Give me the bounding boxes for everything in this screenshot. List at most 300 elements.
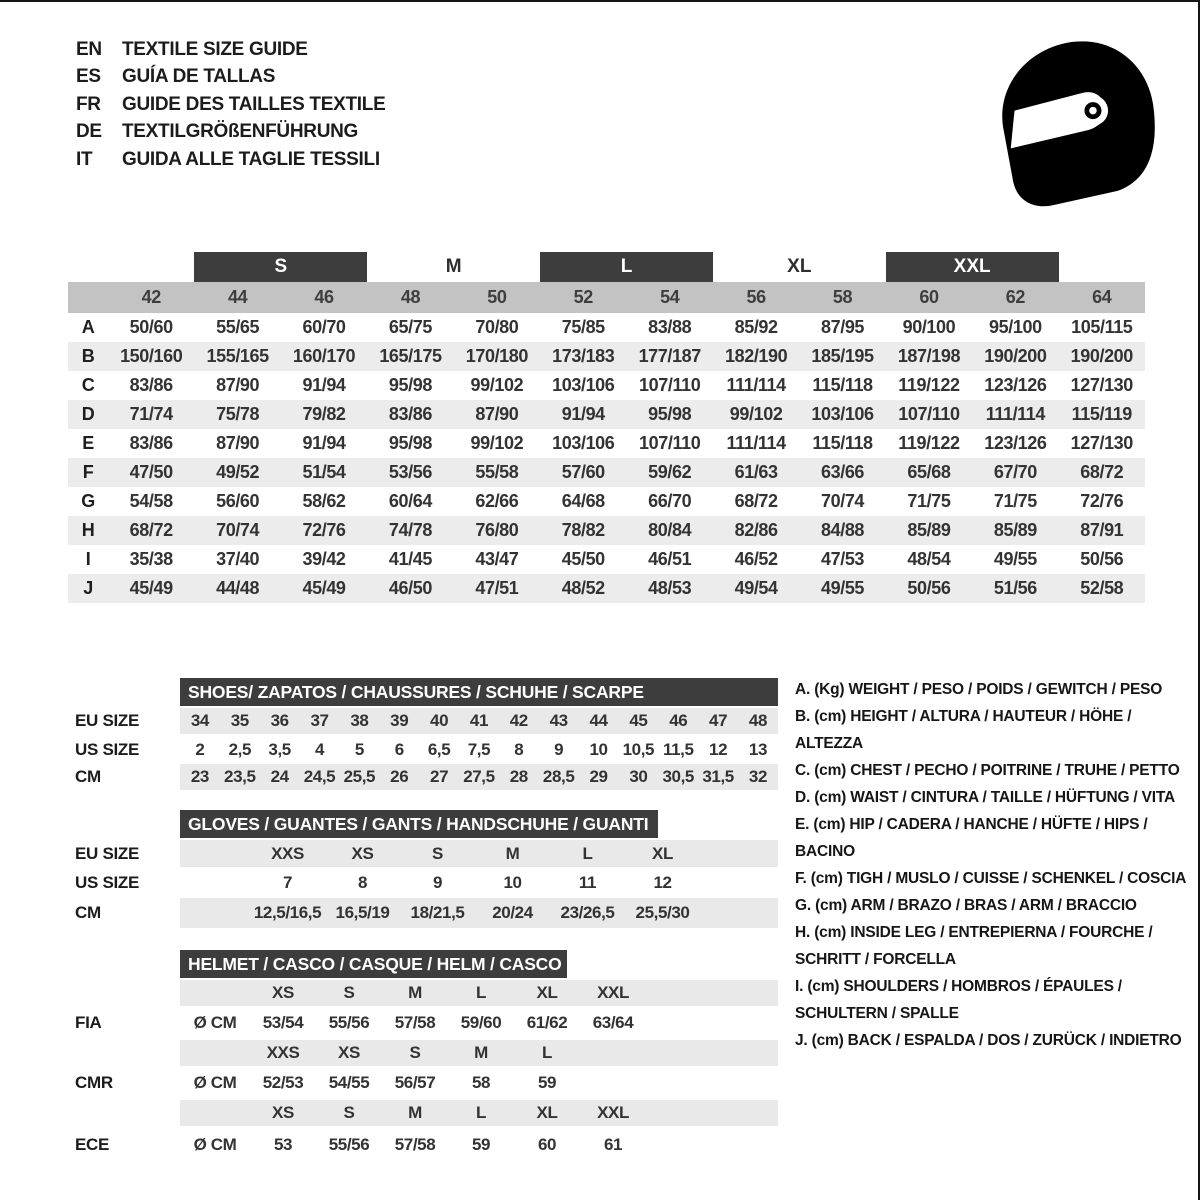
size-value-cell: 170/180 (465, 346, 528, 366)
size-value-cell: 99/102 (729, 404, 783, 424)
size-band-xl: XL (787, 256, 812, 277)
helmet-size-cell: XS (338, 1043, 360, 1062)
gloves-size-cell: 10 (503, 873, 522, 892)
language-row (76, 119, 385, 147)
size-value-cell: 91/94 (302, 433, 346, 453)
helmet-value-cell: 60 (537, 1135, 557, 1154)
legend-item: I. (cm) SHOULDERS / HOMBROS / ÉPAULES / SCHULTERN / SPALLE (795, 978, 1122, 1022)
size-value-cell: 84/88 (821, 520, 865, 540)
helmet-size-cell: S (343, 983, 355, 1002)
size-value-cell: 83/86 (129, 433, 173, 453)
shoes-row (180, 735, 778, 764)
gloves-size-cell: 12 (653, 873, 672, 892)
helmet-size-cell: M (408, 1103, 422, 1122)
gloves-row (180, 868, 778, 898)
shoes-size-cell: 40 (430, 711, 449, 730)
size-value-cell: 47/51 (475, 578, 519, 598)
shoes-size-cell: 7,5 (467, 739, 491, 759)
helmet-size-cell: M (408, 983, 422, 1002)
row-letter: F (82, 462, 94, 482)
size-value-cell: 37/40 (216, 549, 260, 569)
size-value-cell: 55/65 (216, 317, 260, 337)
size-value-cell: 160/170 (292, 346, 356, 366)
size-value-cell: 46/50 (388, 578, 432, 598)
size-value-cell: 190/200 (984, 346, 1047, 366)
shoes-size-cell: 12 (709, 739, 728, 759)
size-value-cell: 54/58 (129, 491, 173, 511)
size-value-cell: 68/72 (129, 520, 173, 540)
shoes-row-label: US SIZE (75, 739, 140, 759)
helmet-value-cell: 59/60 (460, 1013, 502, 1032)
size-value-cell: 155/165 (206, 346, 269, 366)
shoes-size-cell: 4 (314, 739, 325, 759)
language-title: TEXTILGRÖßENFÜHRUNG (122, 121, 359, 143)
shoes-size-cell: 27,5 (463, 767, 495, 786)
size-value-cell: 74/78 (388, 520, 432, 540)
diameter-unit-cell: Ø CM (193, 1135, 237, 1154)
top-border-line (0, 0, 1200, 2)
shoes-size-cell: 39 (390, 711, 409, 730)
shoes-size-cell: 10 (589, 739, 608, 759)
measurement-legend (795, 676, 1195, 1054)
shoes-size-cell: 24 (270, 767, 289, 786)
size-value-cell: 111/114 (726, 375, 786, 395)
size-value-cell: 50/56 (1080, 549, 1124, 569)
shoes-size-cell: 9 (554, 739, 564, 759)
size-value-cell: 150/160 (120, 346, 183, 366)
size-value-cell: 99/102 (470, 433, 524, 453)
helmet-value-cell: 59 (537, 1073, 557, 1092)
size-column-header: 44 (228, 287, 248, 307)
gloves-row (180, 840, 778, 867)
size-value-cell: 67/70 (993, 462, 1037, 482)
measurement-row (68, 313, 1145, 342)
helmet-section-header: HELMET / CASCO / CASQUE / HELM / CASCO (180, 950, 567, 978)
legend-item: J. (cm) BACK / ESPALDA / DOS / ZURÜCK / INDIETRO (795, 1032, 1182, 1049)
helmet-value-cell: 63/64 (592, 1013, 634, 1032)
gloves-size-cell: 12,5/16,5 (253, 903, 322, 922)
legend-item: E. (cm) HIP / CADERA / HANCHE / HÜFTE / HIPS / BACINO (795, 816, 1148, 860)
size-value-cell: 78/82 (561, 520, 605, 540)
legend-item: H. (cm) INSIDE LEG / ENTREPIERNA / FOURCHE / SCHRITT / FORCELLA (795, 924, 1153, 968)
size-value-cell: 107/110 (639, 433, 701, 453)
size-value-cell: 50/60 (129, 317, 173, 337)
gloves-size-cell: XS (351, 843, 374, 863)
textile-size-table (68, 252, 1145, 603)
shoes-size-cell: 42 (509, 711, 528, 730)
size-value-cell: 83/86 (388, 404, 432, 424)
size-band-xxl: XXL (886, 252, 1059, 282)
gloves-size-cell: XXS (271, 843, 304, 863)
shoes-size-cell: 34 (190, 711, 209, 730)
size-value-cell: 83/88 (648, 317, 692, 337)
size-value-cell: 82/86 (734, 520, 778, 540)
size-value-cell: 173/183 (552, 346, 615, 366)
helmet-value-cell: 58 (471, 1073, 491, 1092)
gloves-size-cell: XL (652, 843, 673, 863)
shoes-size-cell: 11,5 (662, 739, 694, 759)
language-row (76, 91, 385, 119)
size-value-cell: 111/114 (726, 433, 786, 453)
size-value-cell: 56/60 (216, 491, 260, 511)
shoes-size-cell: 8 (514, 739, 524, 759)
helmet-value-cell: 55/56 (328, 1135, 370, 1154)
size-column-header: 46 (314, 287, 334, 307)
size-value-cell: 107/110 (898, 404, 960, 424)
shoes-size-cell: 10,5 (622, 739, 655, 759)
gloves-size-cell: 9 (432, 873, 443, 892)
language-row (76, 36, 385, 64)
size-value-cell: 60/70 (302, 317, 346, 337)
size-number-header-row (68, 282, 1145, 313)
size-column-header: 58 (832, 287, 853, 307)
shoes-size-cell: 29 (589, 767, 608, 786)
size-band-l: L (540, 252, 713, 282)
helmet-value-cell: 61 (603, 1135, 623, 1154)
size-value-cell: 45/49 (302, 578, 346, 598)
size-column-header: 56 (746, 287, 766, 307)
size-value-cell: 165/175 (379, 346, 442, 366)
helmet-value-cell: 55/56 (328, 1013, 370, 1032)
size-value-cell: 45/50 (561, 549, 605, 569)
size-column-header: 60 (919, 287, 939, 307)
gloves-size-cell: 8 (357, 873, 368, 892)
shoes-size-cell: 41 (469, 711, 488, 730)
language-title: GUIDA ALLE TAGLIE TESSILI (122, 148, 380, 170)
row-letter: E (82, 433, 94, 453)
row-letter: D (81, 404, 95, 424)
measurement-row (68, 545, 1145, 574)
row-letter: A (81, 317, 95, 337)
size-value-cell: 49/52 (216, 462, 260, 482)
size-value-cell: 87/90 (216, 375, 260, 395)
gloves-size-cell: 7 (282, 873, 293, 892)
shoes-size-cell: 32 (748, 767, 768, 786)
shoes-size-cell: 26 (390, 767, 409, 786)
shoes-size-cell: 3,5 (268, 739, 291, 759)
measurement-rows (68, 313, 1145, 603)
size-value-cell: 65/68 (907, 462, 951, 482)
size-value-cell: 127/130 (1070, 433, 1133, 453)
size-value-cell: 55/58 (475, 462, 519, 482)
size-column-header: 48 (400, 287, 421, 307)
shoes-row-label: CM (75, 767, 101, 786)
size-column-header: 54 (660, 287, 680, 307)
helmet-size-cell: S (343, 1103, 355, 1122)
gloves-row (180, 898, 778, 928)
size-value-cell: 76/80 (475, 520, 519, 540)
legend-item: G. (cm) ARM / BRAZO / BRAS / ARM / BRACCIO (795, 897, 1137, 914)
size-value-cell: 61/63 (734, 462, 778, 482)
size-value-cell: 72/76 (302, 520, 346, 540)
helmet-value-cell: 54/55 (328, 1073, 370, 1092)
size-value-cell: 127/130 (1070, 375, 1133, 395)
shoes-size-cell: 31,5 (702, 767, 734, 786)
helmet-value-cell: 53/54 (262, 1013, 304, 1032)
size-value-cell: 51/54 (302, 462, 346, 482)
helmet-size-cell: L (542, 1043, 552, 1062)
size-value-cell: 103/106 (552, 375, 615, 395)
gloves-size-cell: 11 (578, 873, 597, 892)
shoes-section-header: SHOES/ ZAPATOS / CHAUSSURES / SCHUHE / SCARPE (180, 678, 778, 706)
shoes-size-cell: 24,5 (303, 767, 336, 786)
size-value-cell: 71/74 (129, 404, 173, 424)
row-letter: G (81, 491, 95, 511)
size-value-cell: 79/82 (302, 404, 346, 424)
size-band-m: M (445, 256, 462, 277)
shoes-size-cell: 28 (509, 767, 528, 786)
gloves-row-label: US SIZE (75, 873, 140, 892)
helmet-value-cell: 59 (471, 1135, 491, 1154)
measurement-row (68, 400, 1145, 429)
helmet-size-cell: XXL (597, 1103, 629, 1122)
size-column-header: 64 (1092, 287, 1112, 307)
size-value-cell: 115/118 (812, 433, 873, 453)
size-value-cell: 105/115 (1071, 317, 1133, 337)
size-value-cell: 60/64 (388, 491, 432, 511)
helmet-value-cell: 52/53 (262, 1073, 304, 1092)
shoes-size-cell: 45 (629, 711, 648, 730)
size-value-cell: 49/55 (993, 549, 1037, 569)
shoes-size-cell: 47 (709, 711, 728, 730)
helmet-sizes-row (180, 980, 778, 1006)
gloves-row-label: EU SIZE (75, 843, 140, 863)
gloves-row-label: CM (75, 903, 101, 922)
helmet-size-cell: XL (536, 1103, 558, 1122)
size-value-cell: 185/195 (811, 346, 874, 366)
gloves-size-cell: 25,5/30 (635, 903, 690, 922)
helmet-size-cell: S (409, 1043, 421, 1062)
helmet-value-cell: 61/62 (526, 1013, 568, 1032)
row-letter: B (81, 346, 95, 366)
measurement-row (68, 429, 1145, 458)
size-value-cell: 58/62 (302, 491, 346, 511)
size-column-header: 52 (573, 287, 593, 307)
shoes-size-cell: 27 (430, 767, 449, 786)
size-value-cell: 83/86 (129, 375, 173, 395)
helmet-values-row (180, 1008, 778, 1038)
size-value-cell: 72/76 (1080, 491, 1124, 511)
helmet-size-cell: XXS (266, 1043, 300, 1062)
size-value-cell: 47/53 (821, 549, 865, 569)
shoes-size-cell: 2,5 (228, 739, 251, 759)
helmet-value-cell: 53 (273, 1135, 293, 1154)
measurement-row (68, 342, 1145, 371)
legend-item: C. (cm) CHEST / PECHO / POITRINE / TRUHE / PETTO (795, 762, 1180, 779)
size-value-cell: 48/54 (907, 549, 951, 569)
helmet-size-cell: XS (272, 983, 294, 1002)
shoes-size-cell: 28,5 (542, 767, 575, 786)
size-value-cell: 70/74 (821, 491, 865, 511)
helmet-standard-label: ECE (75, 1135, 110, 1154)
size-value-cell: 41/45 (388, 549, 432, 569)
size-value-cell: 99/102 (470, 375, 524, 395)
size-value-cell: 75/78 (216, 404, 260, 424)
shoes-size-cell: 37 (310, 711, 329, 730)
diameter-unit-cell: Ø CM (193, 1073, 237, 1092)
shoes-size-cell: 36 (270, 711, 289, 730)
language-row (76, 64, 385, 92)
size-value-cell: 103/106 (811, 404, 874, 424)
size-value-cell: 52/58 (1080, 578, 1124, 598)
language-title: GUÍA DE TALLAS (122, 66, 276, 88)
gloves-size-cell: 23/26,5 (560, 903, 615, 922)
size-value-cell: 115/119 (1071, 404, 1132, 424)
shoes-size-cell: 35 (230, 711, 249, 730)
shoes-size-cell: 43 (549, 711, 568, 730)
size-value-cell: 95/100 (989, 317, 1042, 337)
row-letter: C (81, 375, 95, 395)
size-value-cell: 50/56 (907, 578, 951, 598)
size-value-cell: 39/42 (302, 549, 346, 569)
shoes-size-cell: 25,5 (343, 767, 376, 786)
size-value-cell: 53/56 (388, 462, 432, 482)
size-column-header: 62 (1005, 287, 1025, 307)
size-value-cell: 177/187 (638, 346, 701, 366)
size-value-cell: 64/68 (561, 491, 605, 511)
size-value-cell: 91/94 (302, 375, 346, 395)
size-value-cell: 68/72 (1080, 462, 1124, 482)
helmet-values-row (180, 1130, 778, 1160)
shoes-size-cell: 46 (669, 711, 688, 730)
size-value-cell: 87/90 (216, 433, 260, 453)
shoes-size-cell: 38 (350, 711, 369, 730)
size-value-cell: 190/200 (1070, 346, 1133, 366)
shoes-size-cell: 48 (748, 711, 768, 730)
helmet-value-cell: 57/58 (394, 1135, 436, 1154)
helmet-size-cell: XL (536, 983, 558, 1002)
shoes-size-cell: 23,5 (224, 767, 256, 786)
helmet-values-row (180, 1068, 778, 1098)
size-value-cell: 48/53 (648, 578, 692, 598)
row-letter: I (85, 549, 91, 569)
language-code: EN (76, 38, 102, 60)
size-value-cell: 95/98 (388, 433, 432, 453)
size-value-cell: 59/62 (648, 462, 692, 482)
measurement-row (68, 574, 1145, 603)
language-row (76, 146, 385, 174)
helmet-value-cell: 56/57 (394, 1073, 436, 1092)
helmet-size-cell: XXL (597, 983, 629, 1002)
size-value-cell: 115/118 (812, 375, 873, 395)
gloves-size-cell: M (505, 843, 520, 863)
language-code: FR (76, 93, 101, 115)
size-value-cell: 71/75 (993, 491, 1037, 511)
size-value-cell: 65/75 (388, 317, 432, 337)
size-value-cell: 44/48 (216, 578, 260, 598)
shoes-size-cell: 6 (394, 739, 404, 759)
size-band-row (68, 252, 1145, 282)
size-value-cell: 48/52 (561, 578, 605, 598)
shoes-size-cell: 2 (195, 739, 205, 759)
helmet-size-cell: M (474, 1043, 488, 1062)
size-value-cell: 47/50 (129, 462, 173, 482)
shoes-size-cell: 30 (629, 767, 648, 786)
size-value-cell: 63/66 (821, 462, 865, 482)
size-value-cell: 87/90 (475, 404, 519, 424)
row-letter: H (81, 520, 95, 540)
size-value-cell: 87/91 (1080, 520, 1124, 540)
size-value-cell: 85/89 (993, 520, 1037, 540)
size-value-cell: 182/190 (724, 346, 788, 366)
size-value-cell: 85/89 (907, 520, 951, 540)
measurement-row (68, 487, 1145, 516)
size-value-cell: 119/122 (898, 375, 960, 395)
size-value-cell: 35/38 (129, 549, 173, 569)
row-letter: J (83, 578, 93, 598)
size-value-cell: 49/54 (734, 578, 778, 598)
size-value-cell: 68/72 (734, 491, 778, 511)
size-value-cell: 70/80 (475, 317, 519, 337)
language-title-list (76, 36, 385, 174)
helmet-value-cell: 57/58 (394, 1013, 436, 1032)
size-value-cell: 80/84 (648, 520, 692, 540)
measurement-row (68, 516, 1145, 545)
size-column-header: 42 (141, 287, 161, 307)
size-value-cell: 46/51 (648, 549, 692, 569)
helmet-icon (985, 35, 1165, 207)
helmet-standard-label: FIA (75, 1013, 102, 1032)
size-value-cell: 87/95 (821, 317, 865, 337)
helmet-sizes-row (180, 1100, 778, 1126)
shoes-size-cell: 5 (354, 739, 364, 759)
gloves-size-cell: 20/24 (492, 903, 533, 922)
size-value-cell: 57/60 (561, 462, 605, 482)
size-value-cell: 51/56 (993, 578, 1037, 598)
gloves-size-cell: 16,5/19 (335, 903, 390, 922)
size-value-cell: 85/92 (734, 317, 778, 337)
size-band-s: S (194, 252, 367, 282)
size-value-cell: 95/98 (388, 375, 432, 395)
legend-item: A. (Kg) WEIGHT / PESO / POIDS / GEWITCH / PESO (795, 681, 1163, 698)
helmet-size-cell: XS (272, 1103, 294, 1122)
size-value-cell: 119/122 (898, 433, 960, 453)
gloves-section-header: GLOVES / GUANTES / GANTS / HANDSCHUHE / GUANTI (180, 810, 658, 838)
measurement-row (68, 458, 1145, 487)
shoes-size-cell: 44 (589, 711, 608, 730)
shoes-row-label: EU SIZE (75, 711, 140, 730)
gloves-size-cell: L (582, 843, 593, 863)
shoes-row (180, 708, 778, 734)
size-value-cell: 111/114 (985, 404, 1046, 424)
helmet-size-cell: L (476, 1103, 486, 1122)
size-value-cell: 49/55 (821, 578, 865, 598)
size-value-cell: 123/126 (984, 375, 1047, 395)
size-value-cell: 91/94 (561, 404, 605, 424)
shoes-size-cell: 23 (190, 767, 209, 786)
size-value-cell: 71/75 (907, 491, 951, 511)
gloves-size-cell: 18/21,5 (410, 903, 465, 922)
size-value-cell: 70/74 (216, 520, 260, 540)
helmet-sizes-row (180, 1040, 778, 1066)
helmet-standard-label: CMR (75, 1073, 113, 1092)
size-value-cell: 187/198 (897, 346, 961, 366)
helmet-icon-svg (985, 35, 1165, 207)
diameter-unit-cell: Ø CM (193, 1013, 237, 1032)
size-value-cell: 95/98 (648, 404, 692, 424)
size-column-header: 50 (487, 287, 507, 307)
size-value-cell: 123/126 (984, 433, 1047, 453)
size-value-cell: 107/110 (639, 375, 701, 395)
size-value-cell: 46/52 (734, 549, 778, 569)
legend-item: B. (cm) HEIGHT / ALTURA / HAUTEUR / HÖHE / ALTEZZA (795, 708, 1132, 752)
size-value-cell: 43/47 (475, 549, 519, 569)
language-code: DE (76, 121, 102, 143)
language-title: TEXTILE SIZE GUIDE (122, 38, 308, 60)
size-value-cell: 90/100 (902, 317, 956, 337)
helmet-size-cell: L (476, 983, 486, 1002)
measurement-row (68, 371, 1145, 400)
